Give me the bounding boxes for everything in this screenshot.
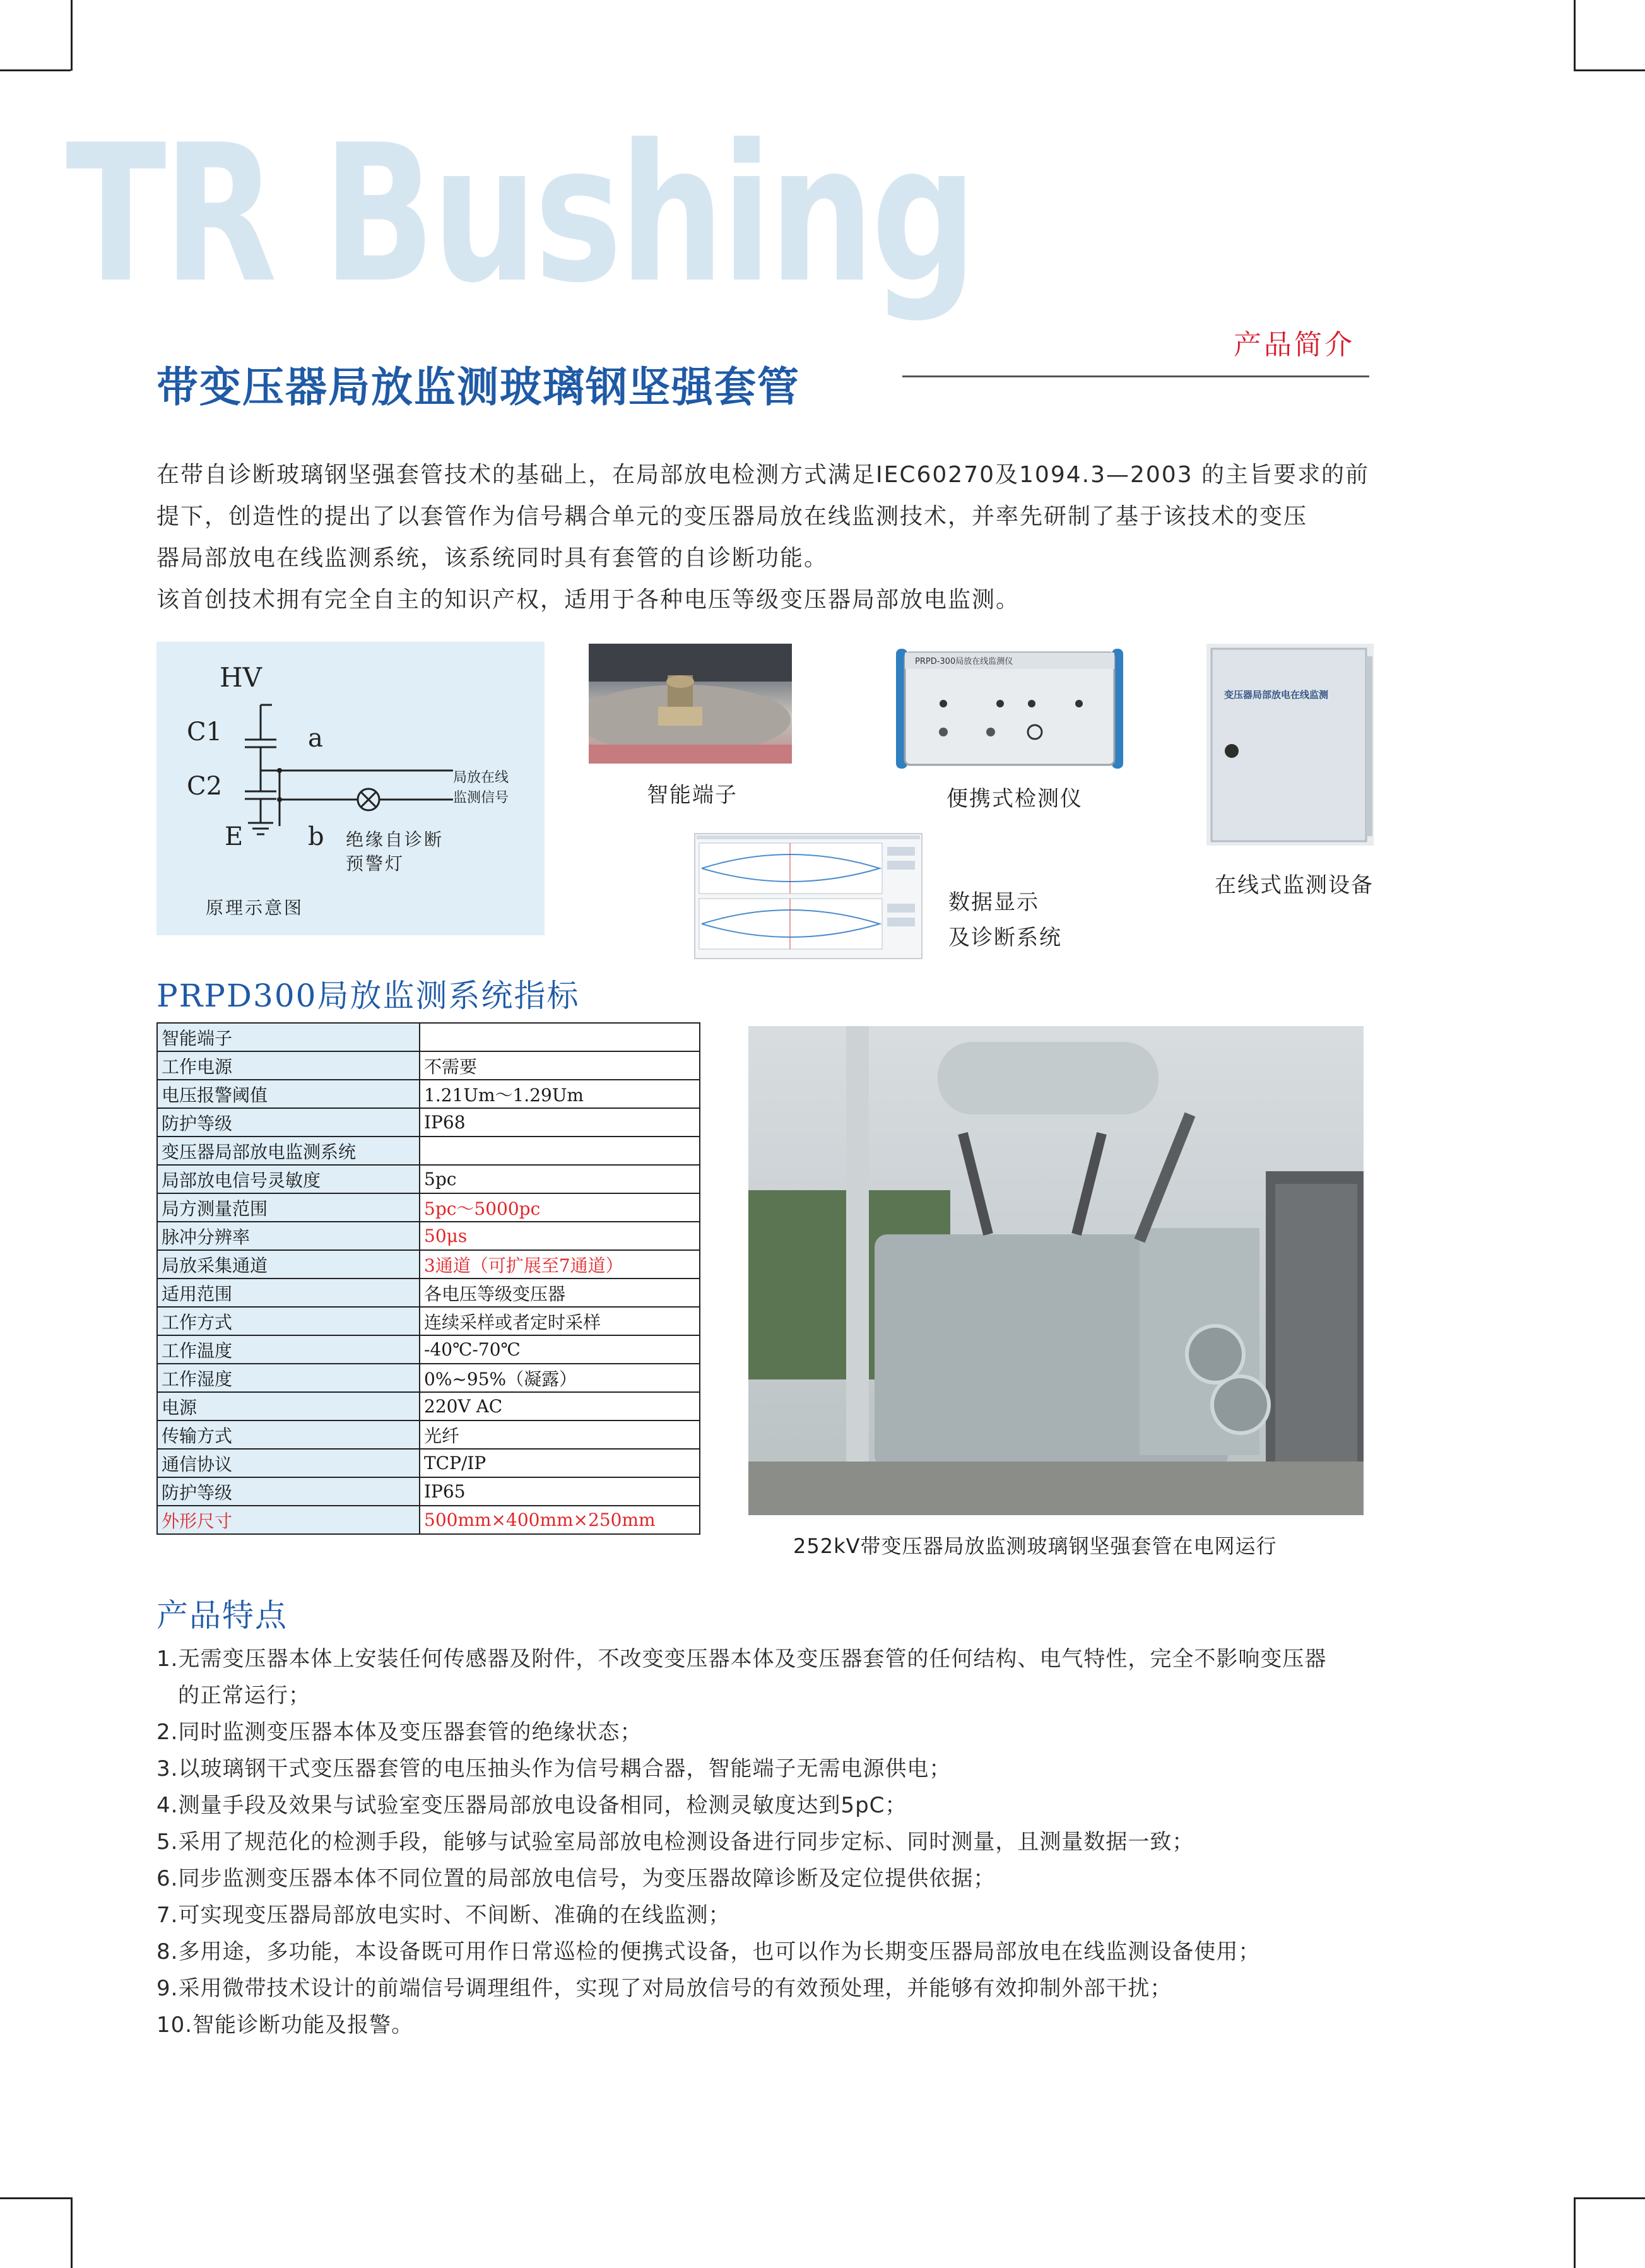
intro-line: 器局部放电在线监测系统，该系统同时具有套管的自诊断功能。 xyxy=(156,545,828,571)
spec-row xyxy=(157,1506,700,1534)
spec-key: 外形尺寸 xyxy=(157,1506,420,1534)
title-rule xyxy=(902,375,1369,377)
spec-value: 0%~95%（凝露） xyxy=(420,1364,700,1392)
spec-row xyxy=(157,1335,700,1364)
feature-item: 5.采用了规范化的检测手段，能够与试验室局部放电检测设备进行同步定标、同时测量，且测量数据一致； xyxy=(156,1829,1194,1855)
online-cabinet-drawing xyxy=(1206,644,1374,846)
spec-value: 3通道（可扩展至7通道） xyxy=(420,1250,700,1279)
online-cabinet-photo xyxy=(1206,644,1374,846)
crop-mark-top-right-v xyxy=(1574,0,1576,71)
spec-key: 工作湿度 xyxy=(157,1364,420,1392)
spec-value: TCP/IP xyxy=(420,1449,700,1477)
label-a: a xyxy=(308,724,323,753)
spec-key: 电源 xyxy=(157,1392,420,1420)
intro-line: 该首创技术拥有完全自主的知识产权，适用于各种电压等级变压器局部放电监测。 xyxy=(156,587,1020,613)
feature-item: 1.无需变压器本体上安装任何传感器及附件，不改变变压器本体及变压器套管的任何结构、电气特性，完全不影响变压器 xyxy=(156,1646,1327,1672)
label-b: b xyxy=(308,822,324,851)
spec-value: 5pc xyxy=(420,1165,700,1193)
spec-key: 适用范围 xyxy=(157,1279,420,1307)
spec-heading: PRPD300局放监测系统指标 xyxy=(156,977,580,1014)
feature-item: 7.可实现变压器局部放电实时、不间断、准确的在线监测； xyxy=(156,1903,731,1928)
label-hv: HV xyxy=(220,662,262,693)
spec-value: 500mm×400mm×250mm xyxy=(420,1506,700,1534)
transformer-drawing xyxy=(748,1026,1364,1515)
label-e: E xyxy=(225,822,244,851)
spec-key: 局方测量范围 xyxy=(157,1193,420,1222)
crop-mark-bottom-right-v xyxy=(1574,2197,1576,2268)
brand-watermark: TR Bushing xyxy=(66,104,974,324)
smart-terminal-photo xyxy=(589,644,792,764)
feature-item: 2.同时监测变压器本体及变压器套管的绝缘状态； xyxy=(156,1720,642,1745)
data-display-caption-line1: 数据显示 xyxy=(948,890,1039,915)
spec-key: 变压器局部放电监测系统 xyxy=(157,1137,420,1165)
spec-value: 220V AC xyxy=(420,1392,700,1420)
smart-terminal-caption: 智能端子 xyxy=(647,783,738,808)
spec-row xyxy=(157,1449,700,1477)
spec-value: 各电压等级变压器 xyxy=(420,1279,700,1307)
spec-key: 局放采集通道 xyxy=(157,1250,420,1279)
spec-key: 电压报警阈值 xyxy=(157,1080,420,1108)
crop-mark-bottom-right-h xyxy=(1574,2197,1645,2199)
features-heading: 产品特点 xyxy=(156,1597,288,1634)
spec-row xyxy=(157,1222,700,1250)
spec-value: IP68 xyxy=(420,1108,700,1137)
spec-row xyxy=(157,1279,700,1307)
spec-row xyxy=(157,1364,700,1392)
portable-panel-title: PRPD-300局放在线监测仪 xyxy=(915,657,1013,666)
label-c2: C2 xyxy=(187,772,223,801)
spec-key: 防护等级 xyxy=(157,1108,420,1137)
spec-row xyxy=(157,1108,700,1137)
feature-item: 4.测量手段及效果与试验室变压器局部放电设备相同，检测灵敏度达到5pC； xyxy=(156,1793,907,1818)
spec-key: 工作方式 xyxy=(157,1307,420,1335)
spec-row xyxy=(157,1165,700,1193)
crop-mark-bottom-left-v xyxy=(71,2197,73,2268)
crop-mark-top-left-h xyxy=(0,69,71,71)
label-c1: C1 xyxy=(187,718,223,747)
spec-key: 局部放电信号灵敏度 xyxy=(157,1165,420,1193)
spec-value xyxy=(420,1137,700,1165)
spec-row xyxy=(157,1051,700,1080)
spec-key: 脉冲分辨率 xyxy=(157,1222,420,1250)
spec-value: 光纤 xyxy=(420,1420,700,1449)
spec-key: 工作电源 xyxy=(157,1051,420,1080)
spec-row xyxy=(157,1420,700,1449)
spec-table xyxy=(156,1022,700,1535)
spec-row xyxy=(157,1307,700,1335)
spec-key: 防护等级 xyxy=(157,1477,420,1506)
intro-paragraph xyxy=(156,454,1381,621)
spec-value: 不需要 xyxy=(420,1051,700,1080)
spec-row xyxy=(157,1080,700,1108)
spec-value xyxy=(420,1023,700,1051)
feature-item: 10.智能诊断功能及报警。 xyxy=(156,2012,414,2038)
crop-mark-top-left-v xyxy=(71,0,73,71)
spec-key: 智能端子 xyxy=(157,1023,420,1051)
spec-value: -40℃-70℃ xyxy=(420,1335,700,1364)
page-title: 带变压器局放监测玻璃钢坚强套管 xyxy=(156,362,800,411)
feature-item: 9.采用微带技术设计的前端信号调理组件，实现了对局放信号的有效预处理，并能够有效抑制外部干扰； xyxy=(156,1976,1172,2001)
spec-row xyxy=(157,1392,700,1420)
section-tag: 产品简介 xyxy=(1234,329,1355,361)
junction-dot xyxy=(277,768,282,773)
portable-detector-photo xyxy=(896,644,1123,773)
data-display-screenshot xyxy=(694,833,923,959)
spec-value: IP65 xyxy=(420,1477,700,1506)
spec-value: 连续采样或者定时采样 xyxy=(420,1307,700,1335)
transformer-caption: 252kV带变压器局放监测玻璃钢坚强套管在电网运行 xyxy=(793,1534,1277,1558)
label-lamp-line2: 预警灯 xyxy=(346,853,405,874)
crop-mark-top-right-h xyxy=(1574,69,1645,71)
spec-row xyxy=(157,1193,700,1222)
spec-value: 1.21Um～1.29Um xyxy=(420,1080,700,1108)
data-display-caption-line2: 及诊断系统 xyxy=(948,925,1062,950)
spec-row xyxy=(157,1250,700,1279)
spec-key: 工作温度 xyxy=(157,1335,420,1364)
feature-item: 8.多用途，多功能，本设备既可用作日常巡检的便携式设备，也可以作为长期变压器局部放电在线监测设备使用； xyxy=(156,1939,1261,1964)
intro-line: 提下，创造性的提出了以套管作为信号耦合单元的变压器局放在线监测技术，并率先研制了基于该技术的变压 xyxy=(156,504,1308,529)
principle-diagram xyxy=(156,642,545,935)
feature-item-continuation: 的正常运行； xyxy=(178,1683,310,1708)
label-signal-line2: 监测信号 xyxy=(453,790,509,806)
feature-item: 6.同步监测变压器本体不同位置的局部放电信号，为变压器故障诊断及定位提供依据； xyxy=(156,1866,996,1891)
transformer-photo xyxy=(748,1026,1364,1515)
data-display-drawing xyxy=(695,834,921,958)
label-signal-line1: 局放在线 xyxy=(453,770,509,786)
feature-item: 3.以玻璃钢干式变压器套管的电压抽头作为信号耦合器，智能端子无需电源供电； xyxy=(156,1756,952,1781)
online-device-caption: 在线式监测设备 xyxy=(1215,873,1374,898)
spec-key: 传输方式 xyxy=(157,1420,420,1449)
spec-row xyxy=(157,1023,700,1051)
spec-row xyxy=(157,1477,700,1506)
crop-mark-bottom-left-h xyxy=(0,2197,71,2199)
diagram-caption: 原理示意图 xyxy=(206,897,304,918)
spec-row xyxy=(157,1137,700,1165)
portable-detector-caption: 便携式检测仪 xyxy=(946,786,1083,812)
spec-key: 通信协议 xyxy=(157,1449,420,1477)
features-list xyxy=(156,1641,1374,2043)
junction-dot xyxy=(277,797,282,802)
cabinet-label: 变压器局部放电在线监测 xyxy=(1224,689,1329,700)
label-lamp-line1: 绝缘自诊断 xyxy=(346,829,444,850)
spec-value: 5pc～5000pc xyxy=(420,1193,700,1222)
smart-terminal-drawing xyxy=(589,644,792,764)
spec-value: 50μs xyxy=(420,1222,700,1250)
intro-line: 在带自诊断玻璃钢坚强套管技术的基础上，在局部放电检测方式满足IEC60270及1094.3—2003 的主旨要求的前 xyxy=(156,462,1370,488)
